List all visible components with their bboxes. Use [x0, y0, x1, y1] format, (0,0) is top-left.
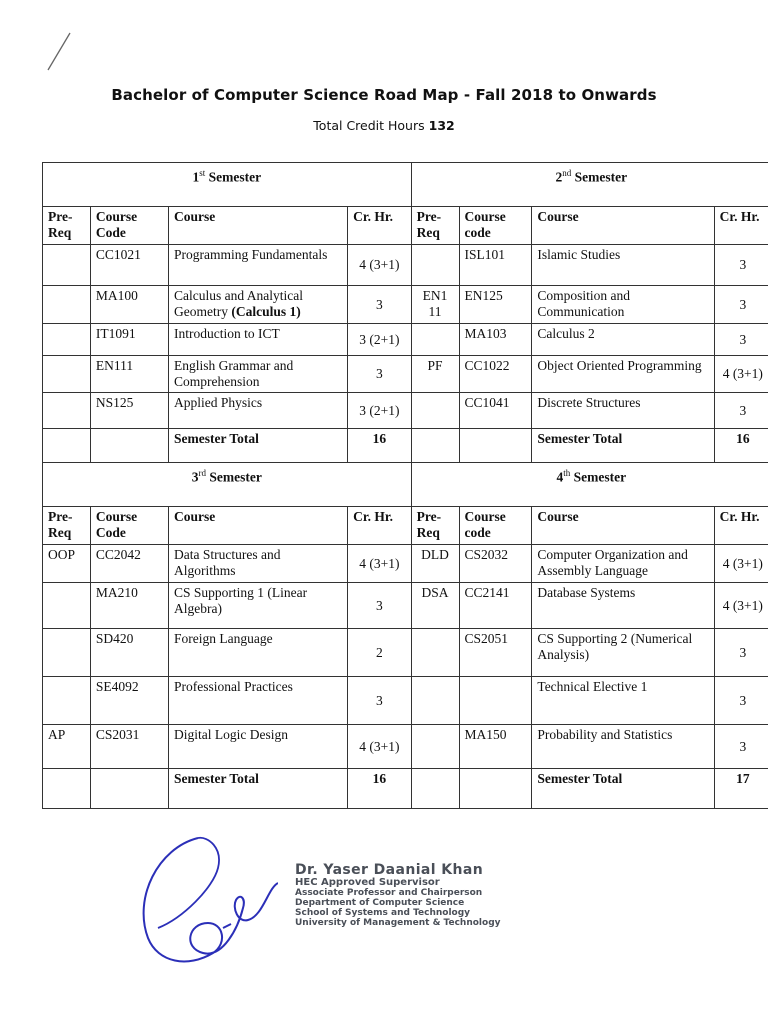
course-name: Composition and Communication [537, 288, 631, 319]
credit-hours-cell: 3 [348, 286, 412, 324]
course-name-cell [532, 677, 714, 725]
course-name: English Grammar and Comprehension [173, 358, 294, 389]
semester-number: 3 [191, 469, 199, 485]
col-head-prereq: Pre-Req [43, 207, 91, 245]
signatory-stamp [295, 862, 501, 928]
pen-stroke-mark [40, 30, 80, 75]
table-row [43, 677, 768, 725]
signatory-line: School of Systems and Technology [295, 908, 471, 918]
course-name-cell [532, 545, 714, 583]
course-code-cell: EN125 [459, 286, 532, 324]
prereq-cell: EN1 11 [411, 286, 459, 324]
prereq-cell [43, 324, 91, 356]
credit-hours-cell: 4 (3+1) [348, 545, 412, 583]
course-code-cell: CC1041 [459, 393, 532, 429]
course-name-cell [168, 629, 347, 677]
col-head-course: Course [532, 207, 714, 245]
course-name-cell [532, 286, 714, 324]
semester-total-value: 16 [714, 429, 768, 463]
course-code-cell: CC1022 [459, 356, 532, 393]
semester-label: Semester [208, 169, 262, 185]
prereq-cell [43, 286, 91, 324]
semester-total-value: 16 [348, 429, 412, 463]
credit-hours-cell: 3 (2+1) [348, 393, 412, 429]
course-name: Foreign Language [173, 631, 273, 646]
credit-hours-cell: 3 [714, 725, 768, 769]
course-code-cell: CC2042 [90, 545, 168, 583]
course-name-cell [168, 286, 347, 324]
course-code-cell: MA210 [90, 583, 168, 629]
course-code-cell: EN111 [90, 356, 168, 393]
course-code-cell: CS2032 [459, 545, 532, 583]
col-head-credit: Cr. Hr. [348, 207, 412, 245]
semester-total-label: Semester Total [168, 769, 347, 809]
prereq-cell: DLD [411, 545, 459, 583]
course-name-cell [168, 725, 347, 769]
course-code-cell: IT1091 [90, 324, 168, 356]
semester-heading [411, 163, 768, 207]
course-name: Database Systems [537, 585, 636, 600]
semester-number: 1 [192, 169, 200, 185]
prereq-cell [43, 677, 91, 725]
credit-hours-cell: 3 [714, 677, 768, 725]
prereq-cell [411, 725, 459, 769]
semester-label: Semester [209, 469, 262, 485]
course-name-cell [168, 583, 347, 629]
course-name-cell [532, 393, 714, 429]
course-name: Computer Organization and Assembly Language [537, 547, 688, 578]
course-code-cell: CC1021 [90, 245, 168, 286]
semester-total-label: Semester Total [168, 429, 347, 463]
course-name-cell [532, 324, 714, 356]
semester-total-label: Semester Total [532, 429, 714, 463]
table-row [43, 324, 768, 356]
course-code-cell [90, 769, 168, 809]
col-head-prereq: Pre-Req [411, 507, 459, 545]
prereq-cell: AP [43, 725, 91, 769]
col-head-code: Course code [459, 207, 532, 245]
credit-hours-cell: 4 (3+1) [714, 583, 768, 629]
credit-hours-cell: 3 [714, 393, 768, 429]
course-code-cell: ISL101 [459, 245, 532, 286]
signature [128, 828, 278, 978]
prereq-cell [43, 393, 91, 429]
signatory-line: Associate Professor and Chairperson [295, 888, 483, 898]
course-code-cell: CS2031 [90, 725, 168, 769]
total-credit-hours [0, 118, 768, 133]
credit-hours-cell: 4 (3+1) [714, 356, 768, 393]
prereq-cell [411, 393, 459, 429]
credit-hours-cell: 3 [714, 629, 768, 677]
course-name: Programming Fundamentals [173, 247, 328, 262]
prereq-cell [411, 324, 459, 356]
col-head-code: Course code [459, 507, 532, 545]
semester-label: Semester [573, 469, 627, 485]
course-code-cell: MA150 [459, 725, 532, 769]
credit-hours-cell: 2 [348, 629, 412, 677]
semester-ordinal: rd [198, 468, 206, 478]
col-head-course: Course [532, 507, 714, 545]
semester-number: 4 [556, 469, 564, 485]
credit-hours-cell: 3 [714, 245, 768, 286]
course-code-cell: NS125 [90, 393, 168, 429]
course-code-cell: CS2051 [459, 629, 532, 677]
course-code-cell: SD420 [90, 629, 168, 677]
credit-hours-cell: 4 (3+1) [714, 545, 768, 583]
course-name: Islamic Studies [537, 247, 621, 262]
col-head-course: Course [168, 507, 347, 545]
prereq-cell [411, 769, 459, 809]
course-name-cell [532, 629, 714, 677]
table-row [43, 725, 768, 769]
page-title: Bachelor of Computer Science Road Map - Fall 2018 to Onwards [111, 86, 657, 104]
course-name-cell [532, 356, 714, 393]
course-name: Calculus 2 [537, 326, 595, 341]
course-name-cell [168, 356, 347, 393]
semester-total-label: Semester Total [532, 769, 714, 809]
course-name: Calculus and Analytical Geometry [173, 288, 303, 319]
col-head-prereq: Pre-Req [411, 207, 459, 245]
prereq-cell [411, 245, 459, 286]
course-name: Introduction to ICT [173, 326, 280, 341]
table-row [43, 545, 768, 583]
col-head-course: Course [168, 207, 347, 245]
semester-total-value: 17 [714, 769, 768, 809]
course-name: Data Structures and Algorithms [173, 547, 281, 578]
col-head-credit: Cr. Hr. [714, 507, 768, 545]
col-head-code: Course Code [90, 207, 168, 245]
course-name-cell [168, 393, 347, 429]
course-name: CS Supporting 2 (Numerical Analysis) [537, 631, 693, 662]
signatory-line: HEC Approved Supervisor [295, 877, 440, 888]
credit-hours-cell: 4 (3+1) [348, 245, 412, 286]
roadmap-table [42, 162, 768, 809]
course-name-cell [532, 245, 714, 286]
table-row [43, 583, 768, 629]
course-code-cell: SE4092 [90, 677, 168, 725]
course-name: Probability and Statistics [537, 727, 673, 742]
course-name-emphasis: (Calculus 1) [231, 304, 301, 319]
credit-hours-cell: 3 [348, 677, 412, 725]
prereq-cell [411, 629, 459, 677]
prereq-cell: OOP [43, 545, 91, 583]
course-code-cell [459, 429, 532, 463]
credit-hours-cell: 3 [348, 583, 412, 629]
prereq-cell: DSA [411, 583, 459, 629]
signatory-line: University of Management & Technology [295, 918, 501, 928]
credit-hours-cell: 4 (3+1) [348, 725, 412, 769]
credit-hours-cell: 3 [348, 356, 412, 393]
course-code-cell: MA100 [90, 286, 168, 324]
semester-heading [43, 463, 412, 507]
semester-ordinal: nd [562, 168, 572, 178]
course-name: Applied Physics [173, 395, 263, 410]
credit-hours-cell: 3 [714, 324, 768, 356]
semester-heading [411, 463, 768, 507]
semester-label: Semester [574, 169, 628, 185]
table-row [43, 356, 768, 393]
credit-value: 132 [428, 118, 455, 133]
prereq-cell [411, 677, 459, 725]
course-name-cell [532, 725, 714, 769]
credit-hours-cell: 3 (2+1) [348, 324, 412, 356]
prereq-cell [43, 429, 91, 463]
prereq-cell [411, 429, 459, 463]
table-row [43, 393, 768, 429]
col-head-credit: Cr. Hr. [714, 207, 768, 245]
course-name: Object Oriented Programming [537, 358, 702, 373]
prereq-cell [43, 583, 91, 629]
col-head-code: Course Code [90, 507, 168, 545]
course-code-cell: MA103 [459, 324, 532, 356]
course-name-cell [168, 245, 347, 286]
prereq-cell [43, 245, 91, 286]
credit-hours-cell: 3 [714, 286, 768, 324]
semester-ordinal: st [199, 168, 206, 178]
col-head-prereq: Pre-Req [43, 507, 91, 545]
course-name-cell [168, 677, 347, 725]
prereq-cell [43, 769, 91, 809]
semester-heading [43, 163, 412, 207]
col-head-credit: Cr. Hr. [348, 507, 412, 545]
course-name: Digital Logic Design [173, 727, 288, 742]
course-name: CS Supporting 1 (Linear Algebra) [173, 585, 308, 616]
semester-number: 2 [555, 169, 563, 185]
course-code-cell [90, 429, 168, 463]
course-name: Discrete Structures [537, 395, 641, 410]
course-name-cell [532, 583, 714, 629]
course-code-cell: CC2141 [459, 583, 532, 629]
course-name-cell [168, 324, 347, 356]
signatory-line: Department of Computer Science [295, 898, 465, 908]
signatory-name: Dr. Yaser Daanial Khan [295, 862, 484, 878]
credit-label: Total Credit Hours [313, 118, 425, 133]
course-code-cell [459, 677, 532, 725]
semester-total-row [43, 769, 768, 809]
semester-total-row [43, 429, 768, 463]
semester-total-value: 16 [348, 769, 412, 809]
prereq-cell [43, 356, 91, 393]
prereq-cell [43, 629, 91, 677]
prereq-cell: PF [411, 356, 459, 393]
table-row [43, 629, 768, 677]
table-row [43, 245, 768, 286]
course-name: Technical Elective 1 [537, 679, 648, 694]
course-code-cell [459, 769, 532, 809]
course-name: Professional Practices [173, 679, 293, 694]
table-row [43, 286, 768, 324]
course-name-cell [168, 545, 347, 583]
semester-ordinal: th [563, 468, 571, 478]
